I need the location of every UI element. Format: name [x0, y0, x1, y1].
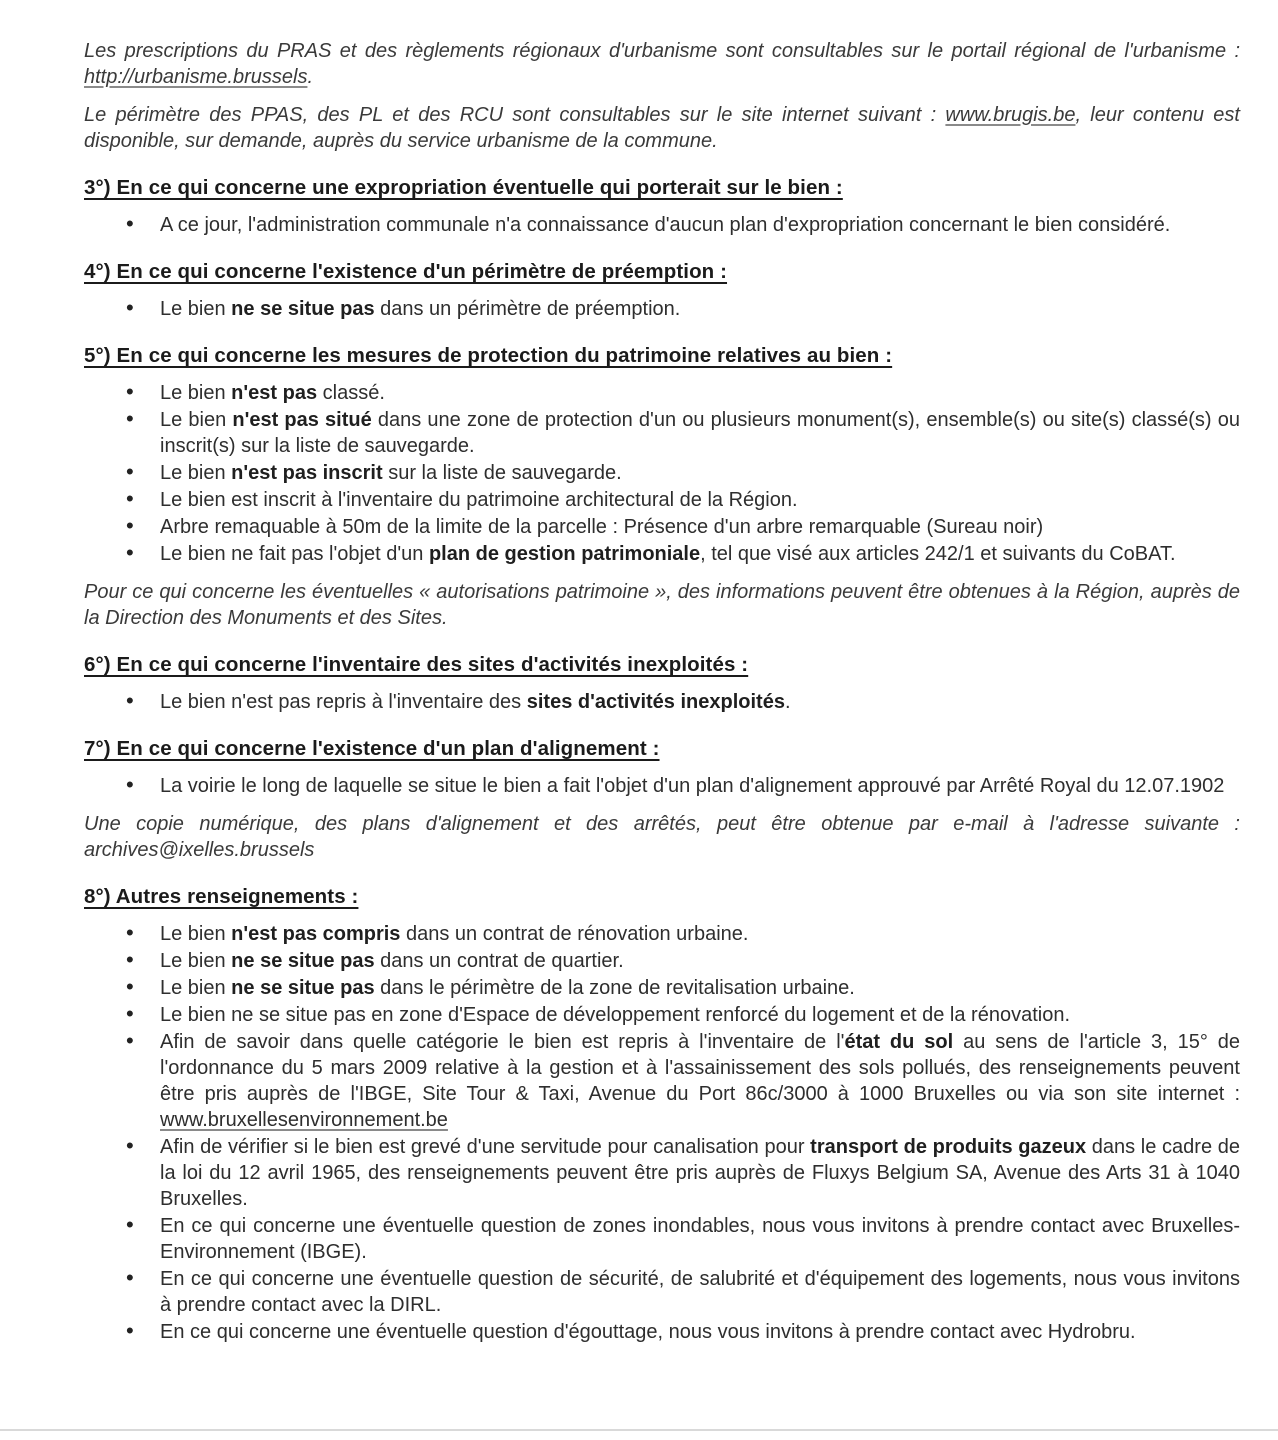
list-item — [84, 487, 1240, 513]
bullet-list — [84, 212, 1240, 238]
link-text: http://urbanisme.brussels — [84, 66, 308, 88]
bold-text: n'est pas — [231, 382, 318, 404]
bold-text: n'est pas situé — [232, 409, 372, 431]
paragraph — [84, 38, 1240, 90]
bold-text: ne se situe pas — [231, 977, 375, 999]
section-heading: 6°) En ce qui concerne l'inventaire des sites d'activités inexploités : — [84, 653, 749, 676]
text-run: Le bien est inscrit à l'inventaire du patrimoine architectural de la Région. — [160, 489, 798, 511]
text-run: dans le cadre de la loi du 12 avril 1965, des renseignements peuvent être pris auprès de Fluxys Belgium SA, Avenue des Arts 31 à 1040 Bruxelles. — [160, 1136, 1240, 1210]
list-item — [84, 407, 1240, 459]
text-run: Arbre remaquable à 50m de la limite de la parcelle : Présence d'un arbre remarquable (Sureau noir) — [160, 516, 1044, 538]
list-item — [84, 1134, 1240, 1212]
text-run: En ce qui concerne une éventuelle question d'égouttage, nous vous invitons à prendre contact avec Hydrobru. — [160, 1321, 1136, 1343]
document-content — [84, 38, 1240, 1345]
link-text: www.bruxellesenvironnement.be — [160, 1109, 448, 1131]
link-text: www.brugis.be — [945, 104, 1076, 126]
section-heading: 4°) En ce qui concerne l'existence d'un périmètre de préemption : — [84, 260, 728, 283]
text-run: dans un périmètre de préemption. — [374, 298, 681, 320]
list-item — [84, 689, 1240, 715]
text-run: Le bien — [160, 950, 232, 972]
list-item — [84, 296, 1240, 322]
text-run: . — [784, 691, 791, 713]
text-run: En ce qui concerne une éventuelle question de sécurité, de salubrité et d'équipement des logements, nous vous invitons à prendre contact avec la DIRL. — [160, 1268, 1240, 1316]
text-run: En ce qui concerne une éventuelle question de zones inondables, nous vous invitons à prendre contact avec Bruxelles-Environnement (IBGE). — [160, 1215, 1240, 1263]
list-item — [84, 1266, 1240, 1318]
list-item — [84, 1002, 1240, 1028]
text-run: , tel que visé aux articles 242/1 et suivants du CoBAT. — [700, 543, 1176, 565]
list-item — [84, 921, 1240, 947]
text-run: , leur contenu est disponible, sur demande, auprès du service urbanisme de la commune. — [84, 104, 1240, 152]
list-item — [84, 948, 1240, 974]
text-run: Afin de savoir dans quelle catégorie le bien est repris à l'inventaire de l' — [160, 1031, 845, 1053]
text-run: dans un contrat de quartier. — [374, 950, 624, 972]
list-item — [84, 1319, 1240, 1345]
text-run: sur la liste de sauvegarde. — [382, 462, 622, 484]
list-item — [84, 541, 1240, 567]
text-run: Le bien — [160, 382, 232, 404]
paragraph — [84, 579, 1240, 631]
bullet-list — [84, 380, 1240, 567]
section-heading: 3°) En ce qui concerne une expropriation éventuelle qui porterait sur le bien : — [84, 176, 843, 199]
text-run: A ce jour, l'administration communale n'a connaissance d'aucun plan d'expropriation concernant le bien considéré. — [160, 214, 1171, 236]
bullet-list — [84, 296, 1240, 322]
list-item — [84, 514, 1240, 540]
list-item — [84, 1029, 1240, 1133]
bold-text: état du sol — [844, 1031, 954, 1053]
paragraph — [84, 811, 1240, 863]
text-run: Le bien n'est pas repris à l'inventaire des — [160, 691, 527, 713]
text-run: au sens de l'article 3, 15° de l'ordonnance du 5 mars 2009 relative à la gestion et à l'assainissement des sols pollués, des renseignements peuvent être pris auprès de l'IBGE, Site Tour & Taxi, Avenue du Port 86c/3000 à 1000 Bruxelles ou via son site internet : — [160, 1031, 1240, 1105]
bold-text: ne se situe pas — [231, 298, 375, 320]
bold-text: sites d'activités inexploités — [526, 691, 785, 713]
text-run: Le bien — [160, 923, 232, 945]
section-heading: 7°) En ce qui concerne l'existence d'un plan d'alignement : — [84, 737, 660, 760]
text-run: dans le périmètre de la zone de revitalisation urbaine. — [374, 977, 855, 999]
list-item — [84, 773, 1240, 799]
list-item — [84, 1213, 1240, 1265]
bullet-list — [84, 921, 1240, 1345]
text-run: Le bien — [160, 298, 232, 320]
list-item — [84, 380, 1240, 406]
bold-text: ne se situe pas — [231, 950, 375, 972]
text-run: Le bien ne se situe pas en zone d'Espace de développement renforcé du logement et de la rénovation. — [160, 1004, 1070, 1026]
bullet-list — [84, 689, 1240, 715]
text-run: classé. — [317, 382, 385, 404]
text-run: Le bien — [160, 409, 233, 431]
paragraph — [84, 102, 1240, 154]
bullet-list — [84, 773, 1240, 799]
text-run: La voirie le long de laquelle se situe le bien a fait l'objet d'un plan d'alignement approuvé par Arrêté Royal du 12.07.1902 — [160, 775, 1225, 797]
bold-text: n'est pas inscrit — [231, 462, 383, 484]
text-run: Le périmètre des PPAS, des PL et des RCU sont consultables sur le site internet suivant : — [84, 104, 946, 126]
text-run: Une copie numérique, des plans d'alignement et des arrêtés, peut être obtenue par e-mail à l'adresse suivante : archives@ixelles.brussels — [84, 813, 1240, 861]
text-run: . — [307, 66, 313, 88]
text-run: Pour ce qui concerne les éventuelles « autorisations patrimoine », des informations peuvent être obtenues à la Région, auprès de la Direction des Monuments et des Sites. — [84, 581, 1240, 629]
list-item — [84, 212, 1240, 238]
text-run: Le bien — [160, 977, 232, 999]
text-run: Le bien ne fait pas l'objet d'un — [160, 543, 429, 565]
bold-text: transport de produits gazeux — [810, 1136, 1087, 1158]
text-run: Les prescriptions du PRAS et des règlements régionaux d'urbanisme sont consultables sur le portail régional de l'urbanisme : — [84, 40, 1240, 62]
bold-text: plan de gestion patrimoniale — [428, 543, 701, 565]
list-item — [84, 975, 1240, 1001]
text-run: Afin de vérifier si le bien est grevé d'une servitude pour canalisation pour — [160, 1136, 811, 1158]
text-run: dans une zone de protection d'un ou plusieurs monument(s), ensemble(s) ou site(s) classé(s) ou inscrit(s) sur la liste de sauvegarde. — [160, 409, 1240, 457]
text-run: dans un contrat de rénovation urbaine. — [400, 923, 749, 945]
bold-text: n'est pas compris — [231, 923, 401, 945]
section-heading: 8°) Autres renseignements : — [84, 885, 359, 908]
list-item — [84, 460, 1240, 486]
page-bottom-edge — [0, 1429, 1278, 1431]
section-heading: 5°) En ce qui concerne les mesures de protection du patrimoine relatives au bien : — [84, 344, 893, 367]
text-run: Le bien — [160, 462, 232, 484]
